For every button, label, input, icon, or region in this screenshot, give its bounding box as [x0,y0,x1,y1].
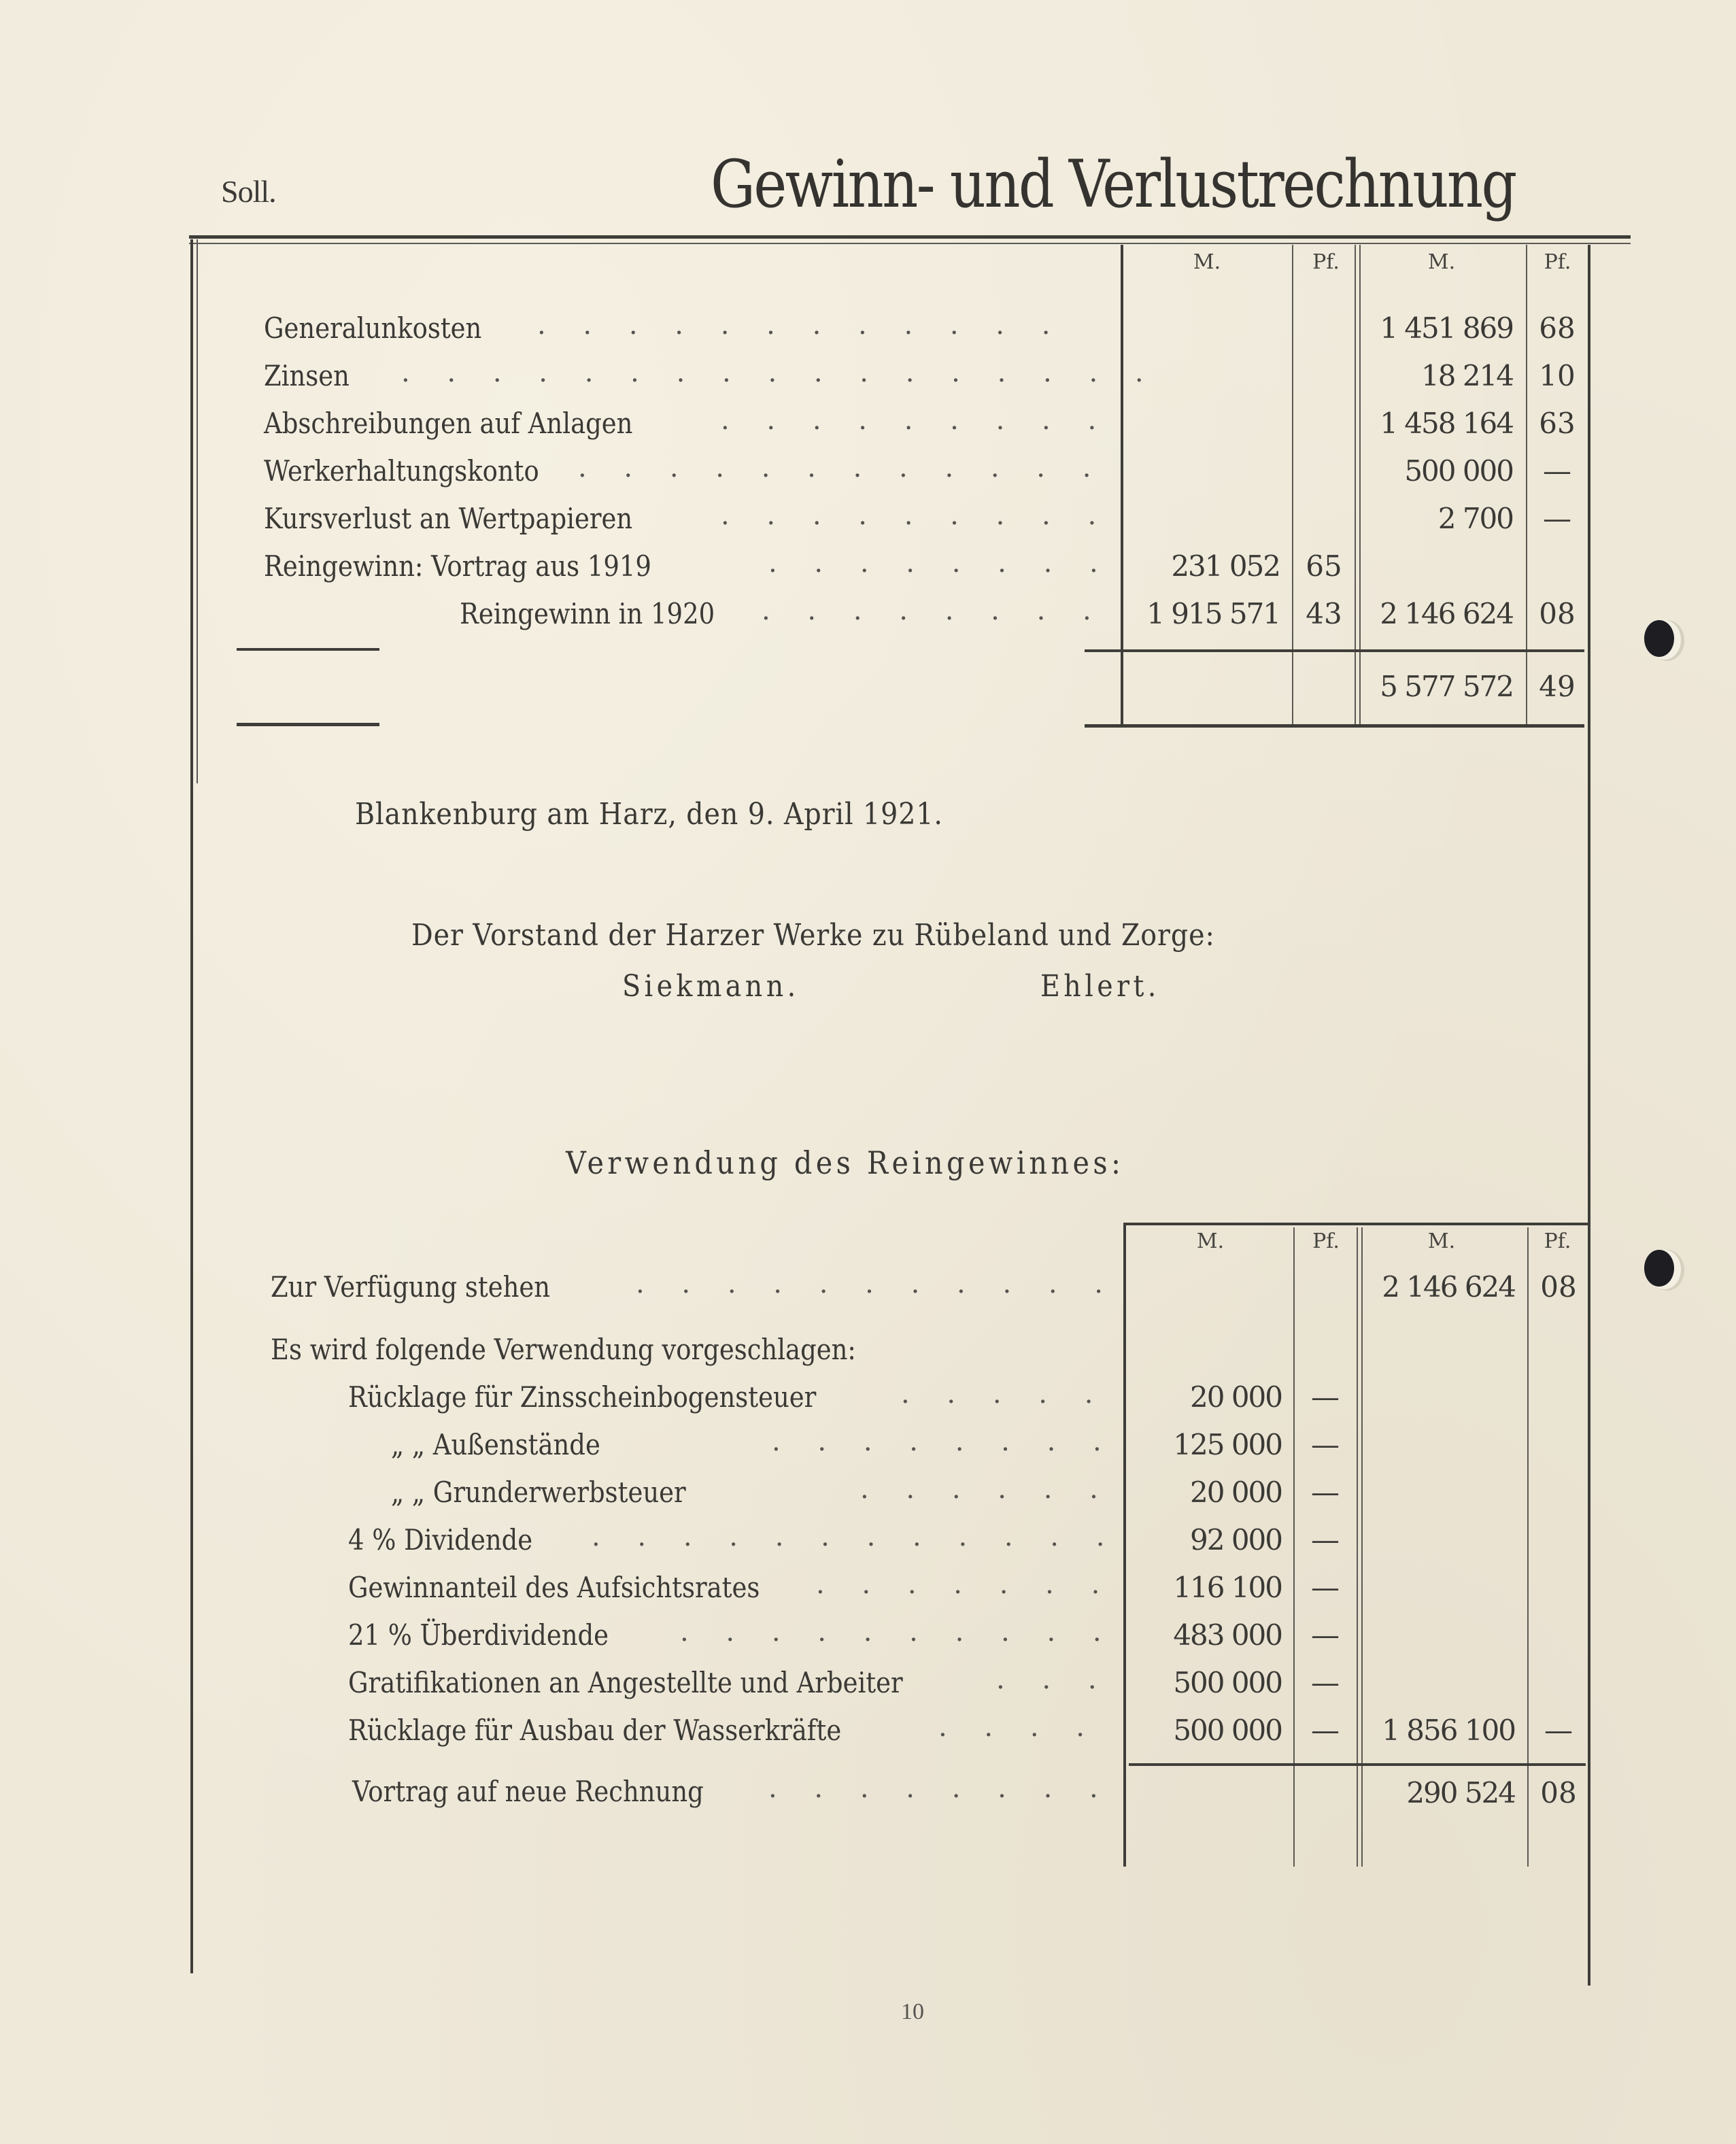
row-label: Gratifikationen an Angestellte und Arbeiter [348,1666,903,1699]
col-header-pf2: Pf. [1544,250,1571,274]
col-line-m1-left [1121,245,1123,724]
amount-m2: 1 451 869 [1380,311,1513,345]
col-line-m2-left-a [1355,245,1356,724]
total-m2: 5 577 572 [1380,670,1513,703]
row-label: 4 % Dividende [348,1523,533,1556]
leader-dots: . . . . . . [860,1474,1112,1505]
col-header-m2: M. [1427,250,1456,274]
lower-col-line-m2-left-a [1357,1227,1358,1867]
amount-pf1: 65 [1306,549,1342,583]
row-label: Kursverlust an Wertpapieren [264,502,633,535]
row-label: Zur Verfügung stehen [271,1270,551,1304]
left-frame-line [190,239,193,1973]
amount-pf1: — [1311,1571,1340,1604]
amount-pf2: — [1543,502,1571,535]
leader-dots: . . . . . . . . [768,547,1112,579]
left-total-rule [237,723,379,726]
amount-m1: 20 000 [1190,1380,1282,1414]
lower-col-line-m1-left [1123,1224,1126,1867]
amount-pf2: 68 [1539,311,1576,345]
amount-m1: 1 915 571 [1146,597,1280,630]
row-label: „ „ Außenstände [391,1428,600,1461]
leader-dots: . . . . . . . . . . . [636,1268,1118,1299]
amount-m2: 1 856 100 [1382,1714,1515,1747]
leader-dots: . . . . . . . . [762,595,1106,626]
leader-dots: . . . . . . . . [772,1426,1116,1457]
amount-pf2: 08 [1540,1776,1577,1809]
board-line: Der Vorstand der Harzer Werke zu Rübeland und Zorge: [411,918,1215,953]
amount-pf1: — [1311,1428,1340,1461]
signer-name: Ehlert. [1040,969,1160,1004]
total-rule [1085,724,1584,728]
row-label: Abschreibungen auf Anlagen [264,407,633,440]
row-label: „ „ Grunderwerbsteuer [391,1476,686,1509]
place-date: Blankenburg am Harz, den 9. April 1921. [355,797,943,832]
total-pf2: 49 [1539,670,1576,703]
punch-hole-icon [1644,620,1674,657]
col-header-pf1: Pf. [1312,250,1340,274]
amount-pf2: — [1544,1714,1573,1747]
leader-dots: . . . . . . . . . . . . . . . . . [401,357,1158,388]
leader-dots: . . . . [938,1712,1100,1743]
amount-pf1: — [1311,1476,1340,1509]
amount-pf2: — [1543,454,1571,488]
amount-pf1: — [1311,1523,1340,1556]
amount-m1: 500 000 [1173,1714,1282,1747]
leader-dots: . . . . . . . . [768,1773,1112,1804]
punch-hole-icon [1644,1250,1674,1287]
lower-sum-rule [1129,1763,1586,1766]
amount-pf2: 08 [1540,1270,1577,1304]
amount-pf1: — [1311,1618,1340,1652]
leader-dots: . . . . . [901,1378,1108,1410]
page-number: 10 [901,1999,924,2024]
amount-m1: 500 000 [1173,1666,1282,1699]
amount-pf2: 08 [1539,597,1576,630]
lower-col-header-pf1: Pf. [1312,1229,1340,1253]
amount-m1: 125 000 [1173,1428,1282,1461]
page-title: Gewinn- und Verlustrechnung [711,146,1516,222]
lower-col-header-m1: M. [1196,1229,1225,1253]
sum-rule [1085,649,1584,652]
row-label: Reingewinn in 1920 [460,597,715,630]
lower-col-header-pf2: Pf. [1544,1229,1571,1253]
lower-top-rule [1123,1223,1588,1225]
top-rule [189,235,1631,239]
amount-m1: 20 000 [1190,1476,1282,1509]
proposal-intro: Es wird folgende Verwendung vorgeschlagen: [271,1333,856,1366]
leader-dots: . . . . . . . . . . [680,1616,1116,1648]
row-label: 21 % Überdividende [348,1618,609,1652]
top-rule-thin [189,243,1631,244]
lower-col-line-pf2-left [1527,1227,1529,1867]
amount-m1: 92 000 [1190,1523,1282,1556]
appropriation-heading: Verwendung des Reingewinnes: [566,1144,1125,1181]
signer-name: Siekmann. [622,969,800,1004]
amount-m2: 500 000 [1404,454,1513,488]
left-frame-line-inner [197,239,198,783]
amount-pf1: 43 [1306,597,1342,630]
amount-m2: 18 214 [1421,359,1513,392]
amount-m2: 2 146 624 [1380,597,1513,630]
row-label: Gewinnanteil des Aufsichtsrates [348,1571,760,1604]
row-label: Zinsen [264,359,350,392]
amount-m1: 231 052 [1171,549,1280,583]
leader-dots: . . . . . . . . . . . . [537,309,1065,341]
col-header-m1: M. [1193,250,1221,274]
amount-m2: 1 458 164 [1380,407,1513,440]
side-label: Soll. [221,174,276,209]
leader-dots: . . . . . . . . . [721,500,1111,531]
amount-pf2: 63 [1539,407,1576,440]
leader-dots: . . . [996,1664,1111,1695]
amount-pf1: — [1311,1714,1340,1747]
leader-dots: . . . . . . . . . . . . [592,1521,1119,1552]
amount-m2: 290 524 [1406,1776,1515,1809]
row-label: Werkerhaltungskonto [264,454,539,488]
row-label: Generalunkosten [264,311,482,345]
leader-dots: . . . . . . . . . . . . [578,452,1106,483]
lower-col-line-m2-left-b [1361,1227,1363,1867]
row-label: Reingewinn: Vortrag aus 1919 [264,549,651,583]
amount-m2: 2 700 [1437,502,1513,535]
leader-dots: . . . . . . . . . [721,405,1111,436]
leader-dots: . . . . . . . [816,1569,1114,1600]
left-balance-rule [237,648,379,651]
row-label: Vortrag auf neue Rechnung [352,1775,704,1808]
row-label: Rücklage für Zinsscheinbogensteuer [348,1380,817,1414]
amount-m1: 483 000 [1173,1618,1282,1652]
amount-pf1: — [1311,1666,1340,1699]
amount-pf2: 10 [1539,359,1576,392]
amount-m2: 2 146 624 [1382,1270,1515,1304]
col-line-pf1-left [1292,245,1293,724]
lower-col-header-m2: M. [1427,1229,1456,1253]
amount-m1: 116 100 [1173,1571,1282,1604]
amount-pf1: — [1311,1380,1340,1414]
row-label: Rücklage für Ausbau der Wasserkräfte [348,1714,842,1747]
